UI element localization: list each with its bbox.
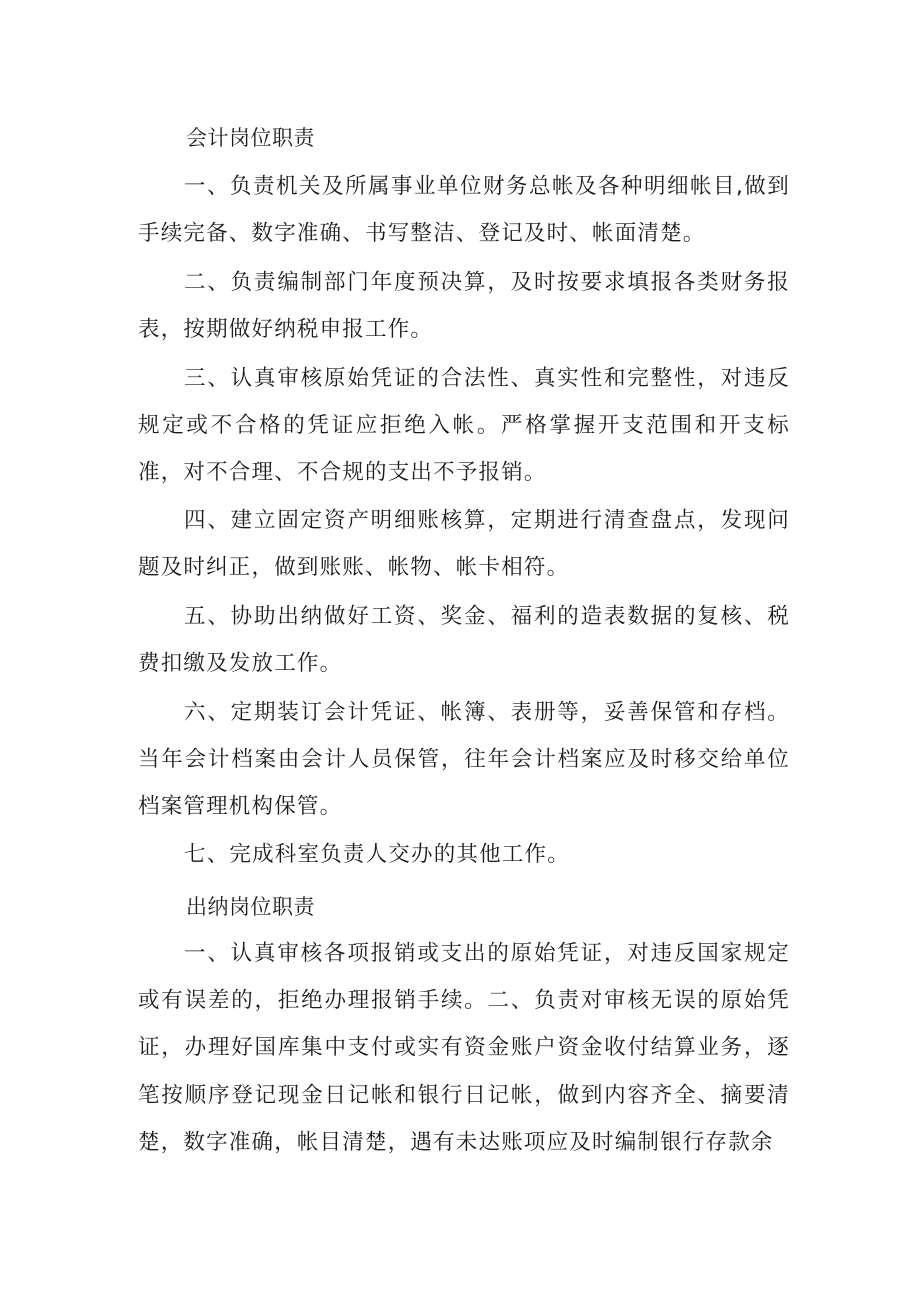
- section-title-cashier: 出纳岗位职责: [186, 895, 315, 919]
- accountant-duty-4: 四、建立固定资产明细账核算，定期进行清查盘点，发现问题及时纠正，做到账账、帐物、帐卡相符。: [138, 508, 790, 581]
- accountant-duty-3: 三、认真审核原始凭证的合法性、真实性和完整性，对违反规定或不合格的凭证应拒绝入帐。严格掌握开支范围和开支标准，对不合理、不合规的支出不予报销。: [138, 366, 790, 486]
- accountant-duty-1: 一、负责机关及所属事业单位财务总帐及各种明细帐目,做到手续完备、数字准确、书写整洁、登记及时、帐面清楚。: [138, 174, 790, 247]
- accountant-duty-7: 七、完成科室负责人交办的其他工作。: [184, 842, 570, 867]
- accountant-duty-2: 二、负责编制部门年度预决算，及时按要求填报各类财务报表，按期做好纳税申报工作。: [138, 270, 790, 343]
- cashier-duty-1: 一、认真审核各项报销或支出的原始凭证，对违反国家规定或有误差的，拒绝办理报销手续。二、负责对审核无误的原始凭证，办理好国库集中支付或实有资金账户资金收付结算业务，逐笔按顺序登记现金日记帐和银行日记帐，做到内容齐全、摘要清楚，数字准确，帐目清楚，遇有未达账项应及时编制银行存款余: [138, 941, 790, 1155]
- section-title-accountant: 会计岗位职责: [186, 126, 315, 150]
- accountant-duty-5: 五、协助出纳做好工资、奖金、福利的造表数据的复核、税费扣缴及发放工作。: [138, 604, 790, 677]
- accountant-duty-6: 六、定期装订会计凭证、帐簿、表册等，妥善保管和存档。当年会计档案由会计人员保管，往年会计档案应及时移交给单位档案管理机构保管。: [138, 700, 790, 820]
